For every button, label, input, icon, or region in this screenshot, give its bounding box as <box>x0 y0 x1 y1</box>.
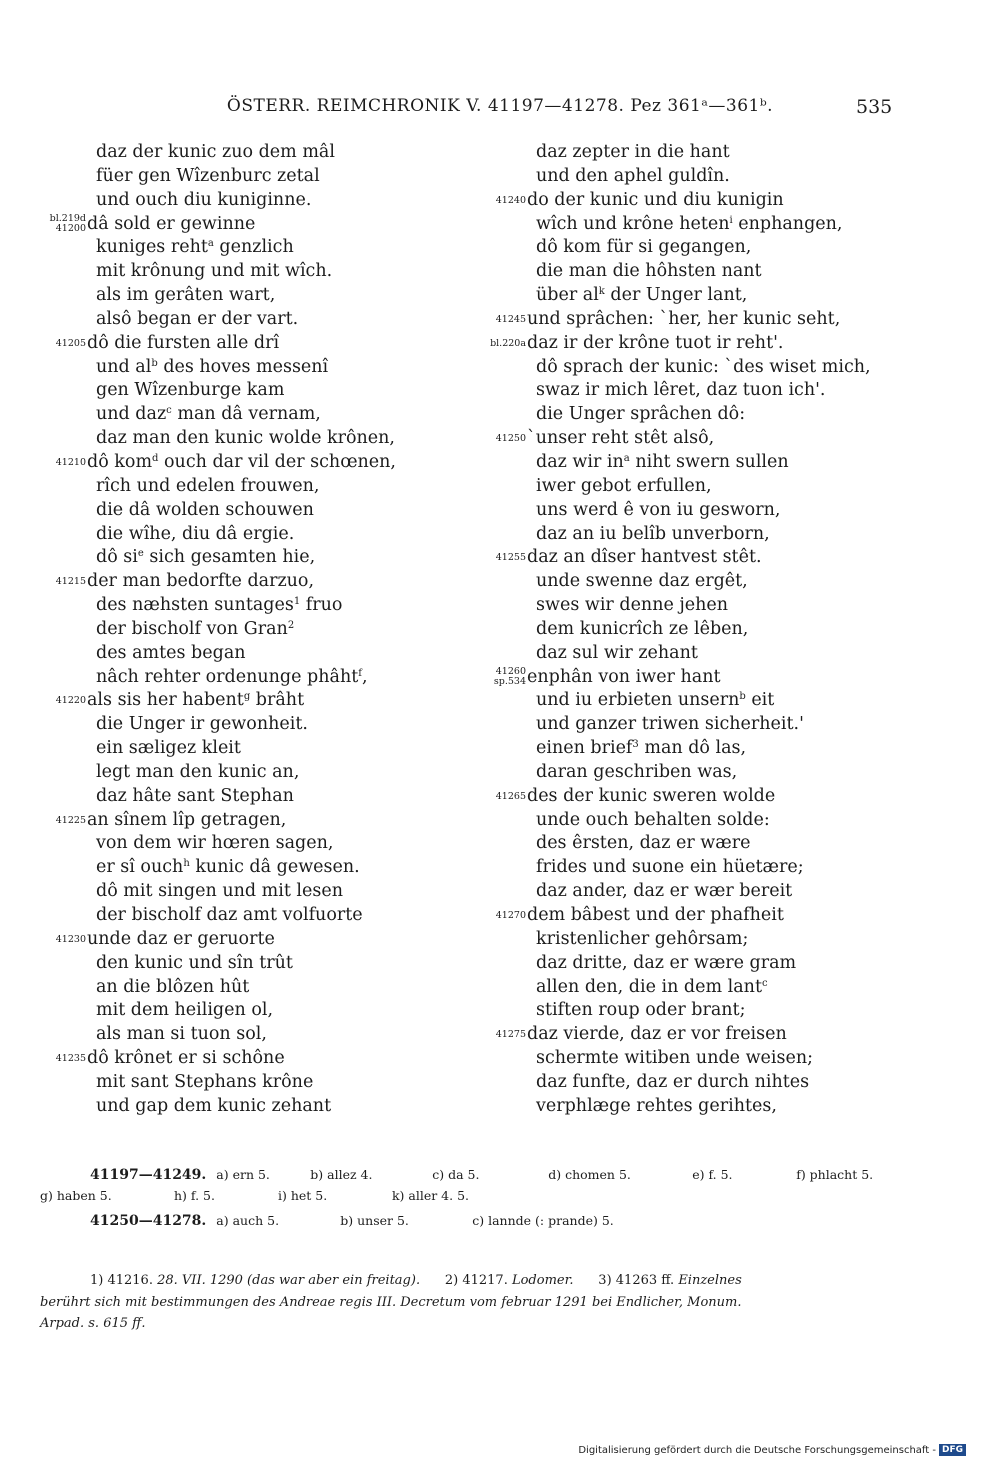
verse-line <box>30 379 470 403</box>
verse-line <box>470 1095 910 1119</box>
verse-line <box>30 809 470 833</box>
verse-line <box>470 1023 910 1047</box>
verse-text: daz der kunic zuo dem mâl <box>96 142 335 162</box>
verse-text: als im gerâten wart, <box>96 285 276 306</box>
verse-line <box>470 832 910 856</box>
verse-line <box>470 236 910 260</box>
verse-line <box>30 856 470 880</box>
line-number: 41230 <box>55 933 86 945</box>
verse-text: schermte witiben unde weisen; <box>536 1048 814 1069</box>
verse-column-left <box>30 141 470 1119</box>
apparatus-note: f) phlacht 5. <box>796 1167 874 1182</box>
verse-line <box>470 260 910 284</box>
verse-text: dô kom$^d$ ouch dar vil der schœnen, <box>87 451 396 472</box>
apparatus-note: c) da 5. <box>432 1167 480 1182</box>
verse-line <box>30 904 470 928</box>
verse-text: kristenlicher gehôrsam; <box>536 928 749 949</box>
verse-text: swaz ir mich lêret, daz tuon ich'. <box>536 380 826 401</box>
verse-line <box>30 213 470 237</box>
line-number: 41225 <box>55 814 86 826</box>
line-number: 41205 <box>55 337 86 349</box>
verse-line <box>470 403 910 427</box>
apparatus-note: e) f. 5. <box>692 1167 733 1182</box>
verse-text: des êrsten, daz er wære <box>536 833 751 854</box>
verse-line <box>30 284 470 308</box>
verse-text: und $al^b$ des hoves messenî <box>96 356 329 377</box>
line-number: 41270 <box>495 910 526 921</box>
footnote-line: Arpad. s. 615 ff. <box>40 1316 146 1331</box>
apparatus-note: h) f. 5. <box>173 1188 215 1203</box>
verse-line <box>30 642 470 666</box>
verse-text: daz funfte, daz er durch nihtes <box>536 1071 810 1092</box>
verse-line <box>470 999 910 1023</box>
verse-text: als man si tuon sol, <box>96 1024 267 1045</box>
verse-text: einen brief$^3$ man dô las, <box>536 738 747 759</box>
apparatus-row <box>40 1188 940 1203</box>
verse-line <box>470 856 910 880</box>
verse-text: stiften roup oder brant; <box>536 1000 746 1021</box>
verse-line <box>470 308 910 332</box>
line-number: bl.219d 41200 <box>49 212 86 234</box>
verse-line <box>30 594 470 618</box>
verse-text: daz an iu belîb unverborn, <box>536 523 770 544</box>
apparatus-note: a) ern 5. <box>216 1167 270 1182</box>
verse-text: verphlæge rehtes gerihtes, <box>536 1095 777 1116</box>
verse-text: daz ir der krône tuot ir reht'. <box>527 332 784 353</box>
apparatus-note: i) het 5. <box>277 1188 328 1203</box>
verse-line <box>470 952 910 976</box>
line-number: 41220 <box>55 695 86 707</box>
verse-text: die man die hôhsten nant <box>536 261 762 282</box>
verse-line <box>30 1071 470 1095</box>
line-number: 41250 <box>495 433 526 445</box>
verse-text: daz an dîser hantvest stêt. <box>527 547 762 568</box>
verse-line <box>470 213 910 237</box>
verse-text: des der kunic sweren wolde <box>527 785 776 806</box>
line-number: 41275 <box>495 1029 526 1041</box>
verse-text: der bischolf daz amt volfuorte <box>96 905 363 925</box>
verse-text: über $al^k$ der Unger lant, <box>536 285 748 306</box>
verse-line <box>30 403 470 427</box>
verse-text: dem kunicrîch ze lêben, <box>536 618 749 639</box>
verse-line <box>30 880 470 904</box>
verse-line <box>470 499 910 523</box>
verse-text: dô die fursten alle drî <box>87 332 280 353</box>
line-number: 41260 sp.534 <box>493 665 526 687</box>
verse-text: der man bedorfte darzuo, <box>87 571 315 592</box>
verse-text: unde ouch behalten solde: <box>536 809 770 830</box>
verse-text: und gap dem kunic zehant <box>96 1095 332 1116</box>
line-number: 41240 <box>495 194 526 206</box>
verse-text: und iu erbieten unsern$^b$ eit <box>536 690 775 711</box>
verse-text: mit krônung und mit wîch. <box>96 261 333 282</box>
verse-line <box>30 451 470 475</box>
verse-text: mit dem heiligen ol, <box>96 1000 274 1021</box>
verse-line <box>30 570 470 594</box>
verse-line <box>470 523 910 547</box>
verse-text: nâch rehter ordenunge phâht$^f$, <box>96 666 368 687</box>
line-number: 41210 <box>55 456 86 468</box>
verse-line <box>30 689 470 713</box>
verse-text: den kunic und sîn trût <box>96 952 293 973</box>
verse-text: dô kom für si gegangen, <box>536 237 752 258</box>
verse-line <box>30 189 470 213</box>
verse-line <box>30 713 470 737</box>
running-title: ÖSTERR. REIMCHRONIK V. 41197—41278. Pez 361ᵃ—361ᵇ. <box>226 96 774 116</box>
verse-text: unde daz er geruorte <box>87 928 275 949</box>
verse-line <box>30 928 470 952</box>
verse-line <box>470 427 910 451</box>
credit-text: Digitalisierung gefördert durch die Deutsche Forschungsgemeinschaft - <box>578 1445 936 1456</box>
verse-line <box>470 332 910 356</box>
verse-text: dô krônet er si schône <box>87 1048 285 1069</box>
verse-line <box>470 1047 910 1071</box>
verse-text: ein sæligez kleit <box>96 738 241 759</box>
verse-text: dô mit singen und mit lesen <box>96 881 343 902</box>
verse-line <box>470 165 910 189</box>
verse-text: die Unger sprâchen dô: <box>536 404 746 425</box>
verse-line <box>470 904 910 928</box>
footnote-line: berührt sich mit bestimmungen des Andreae regis III. Decretum vom februar 1291 bei Endlicher, Monum. <box>40 1295 742 1310</box>
verse-text: uns werd ê von iu gesworn, <box>536 499 781 520</box>
line-number: bl.220a <box>490 337 526 349</box>
verse-text: und daz$^c$ man dâ vernam, <box>96 404 321 425</box>
verse-text: daz hâte sant Stephan <box>96 785 294 806</box>
apparatus-range: 41197—41249. <box>90 1167 207 1183</box>
verse-line <box>30 475 470 499</box>
verse-line <box>30 427 470 451</box>
verse-text: daran geschriben was, <box>536 761 738 782</box>
verse-text: alsô began er der vart. <box>96 308 299 329</box>
verse-text: und ganzer triwen sicherheit.' <box>536 714 804 735</box>
verse-line <box>30 952 470 976</box>
verse-line <box>470 451 910 475</box>
verse-text: der bischolf von Gran$^2$ <box>96 618 295 639</box>
verse-line <box>470 928 910 952</box>
verse-text: rîch und edelen frouwen, <box>96 475 320 496</box>
verse-text: daz dritte, daz er wære gram <box>536 952 797 973</box>
verse-line <box>30 499 470 523</box>
verse-line <box>30 546 470 570</box>
verse-line <box>30 999 470 1023</box>
page-number: 535 <box>856 96 893 118</box>
verse-line <box>30 976 470 1000</box>
dfg-logo: DFG <box>939 1444 966 1456</box>
verse-text: iwer gebot erfullen, <box>536 475 712 496</box>
verse-text: mit sant Stephans krône <box>96 1071 314 1092</box>
verse-text: dâ sold er gewinne <box>87 213 256 234</box>
apparatus-row <box>40 1167 940 1183</box>
apparatus-note: g) haben 5. <box>40 1188 112 1203</box>
verse-line <box>470 976 910 1000</box>
verse-line <box>30 308 470 332</box>
verse-line <box>470 809 910 833</box>
verse-line <box>470 141 910 165</box>
verse-text: gen Wîzenburge kam <box>96 380 285 401</box>
verse-line <box>470 594 910 618</box>
verse-line <box>30 1095 470 1119</box>
verse-line <box>470 880 910 904</box>
apparatus-note: b) unser 5. <box>340 1213 409 1228</box>
verse-text: ˋunser reht stêt alsô, <box>527 428 715 449</box>
verse-line <box>30 737 470 761</box>
verse-text: und sprâchen: ˋher, her kunic seht, <box>527 308 841 329</box>
verse-line <box>30 141 470 165</box>
footnote-line: 1) 41216. 28. VII. 1290 (das war aber ein freitag). 2) 41217. Lodomer. 3) 41263 ff. Einzelnes <box>90 1273 742 1288</box>
verse-line <box>470 189 910 213</box>
verse-line <box>470 642 910 666</box>
line-number: 41245 <box>495 313 526 325</box>
verse-line <box>470 689 910 713</box>
verse-text: frides und suone ein hüetære; <box>536 857 804 878</box>
verse-text: dô sprach der kunic: ˋdes wiset mich, <box>536 356 871 377</box>
verse-line <box>470 570 910 594</box>
verse-line <box>30 1023 470 1047</box>
verse-line <box>470 379 910 403</box>
verse-text: an sînem lîp getragen, <box>87 809 287 830</box>
verse-line <box>30 666 470 690</box>
verse-text: als sis her habent$^g$ brâht <box>87 690 305 711</box>
verse-text: daz sul wir zehant <box>536 642 698 663</box>
verse-line <box>30 523 470 547</box>
apparatus-note: a) auch 5. <box>216 1213 280 1228</box>
verse-line <box>470 737 910 761</box>
apparatus-row <box>40 1213 940 1229</box>
verse-line <box>30 236 470 260</box>
verse-text: des amtes began <box>96 642 246 663</box>
verse-line <box>30 356 470 380</box>
verse-text: die wîhe, diu dâ ergie. <box>96 523 295 544</box>
digitization-credit <box>578 1444 966 1456</box>
line-number: 41265 <box>495 790 526 802</box>
verse-line <box>30 832 470 856</box>
verse-line <box>470 785 910 809</box>
verse-text: enphân von iwer hant <box>527 666 721 687</box>
verse-text: des næhsten suntages$^1$ fruo <box>96 595 343 616</box>
apparatus-note: k) aller 4. 5. <box>391 1188 469 1203</box>
verse-text: an die blôzen hût <box>96 976 250 997</box>
verse-text: und den aphel guldîn. <box>536 165 730 186</box>
verse-line <box>470 356 910 380</box>
verse-text: do der kunic und diu kunigin <box>527 189 784 210</box>
verse-line <box>470 284 910 308</box>
verse-text: er sî ouch$^h$ kunic dâ gewesen. <box>96 857 360 878</box>
verse-text: und ouch diu kuniginne. <box>96 189 312 210</box>
verse-text: füer gen Wîzenburc zetal <box>96 165 320 186</box>
line-number: 41255 <box>495 552 526 564</box>
verse-line <box>30 618 470 642</box>
verse-line <box>470 618 910 642</box>
verse-line <box>470 666 910 690</box>
verse-text: daz vierde, daz er vor freisen <box>527 1024 787 1045</box>
verse-line <box>30 1047 470 1071</box>
verse-line <box>470 546 910 570</box>
verse-text: daz ander, daz er wær bereit <box>536 881 793 902</box>
verse-text: wîch und krône heten$^i$ enphangen, <box>536 213 843 234</box>
verse-text: kuniges reht$^a$ genzlich <box>96 237 294 258</box>
verse-text: die dâ wolden schouwen <box>96 499 314 520</box>
verse-text: dem bâbest und der phafheit <box>527 905 784 925</box>
verse-line <box>30 165 470 189</box>
verse-line <box>470 713 910 737</box>
verse-text: daz zepter in die hant <box>536 142 730 162</box>
verse-text: die Unger ir gewonheit. <box>96 714 308 735</box>
apparatus-range: 41250—41278. <box>90 1213 207 1229</box>
verse-text: allen den, die in dem lant$^c$ <box>536 976 768 997</box>
apparatus-note: b) allez 4. <box>310 1167 373 1182</box>
verse-text: daz man den kunic wolde krônen, <box>96 428 395 449</box>
verse-line <box>470 475 910 499</box>
verse-text: von dem wir hœren sagen, <box>96 833 334 854</box>
verse-line <box>30 761 470 785</box>
apparatus-note: d) chomen 5. <box>548 1167 631 1182</box>
verse-line <box>470 1071 910 1095</box>
verse-text: swes wir denne jehen <box>536 595 729 616</box>
verse-line <box>470 761 910 785</box>
verse-line <box>30 785 470 809</box>
line-number: 41235 <box>55 1053 86 1065</box>
verse-text: daz wir $in^a$ niht swern sullen <box>536 451 789 472</box>
verse-text: unde swenne daz ergêt, <box>536 571 748 592</box>
verse-line <box>30 332 470 356</box>
verse-text: dô $si^e$ sich gesamten hie, <box>96 547 316 568</box>
verse-column-right <box>470 141 910 1119</box>
line-number: 41215 <box>55 576 86 588</box>
verse-line <box>30 260 470 284</box>
verse-text: legt man den kunic an, <box>96 761 300 782</box>
apparatus-note: c) lannde (: prande) 5. <box>472 1213 614 1228</box>
